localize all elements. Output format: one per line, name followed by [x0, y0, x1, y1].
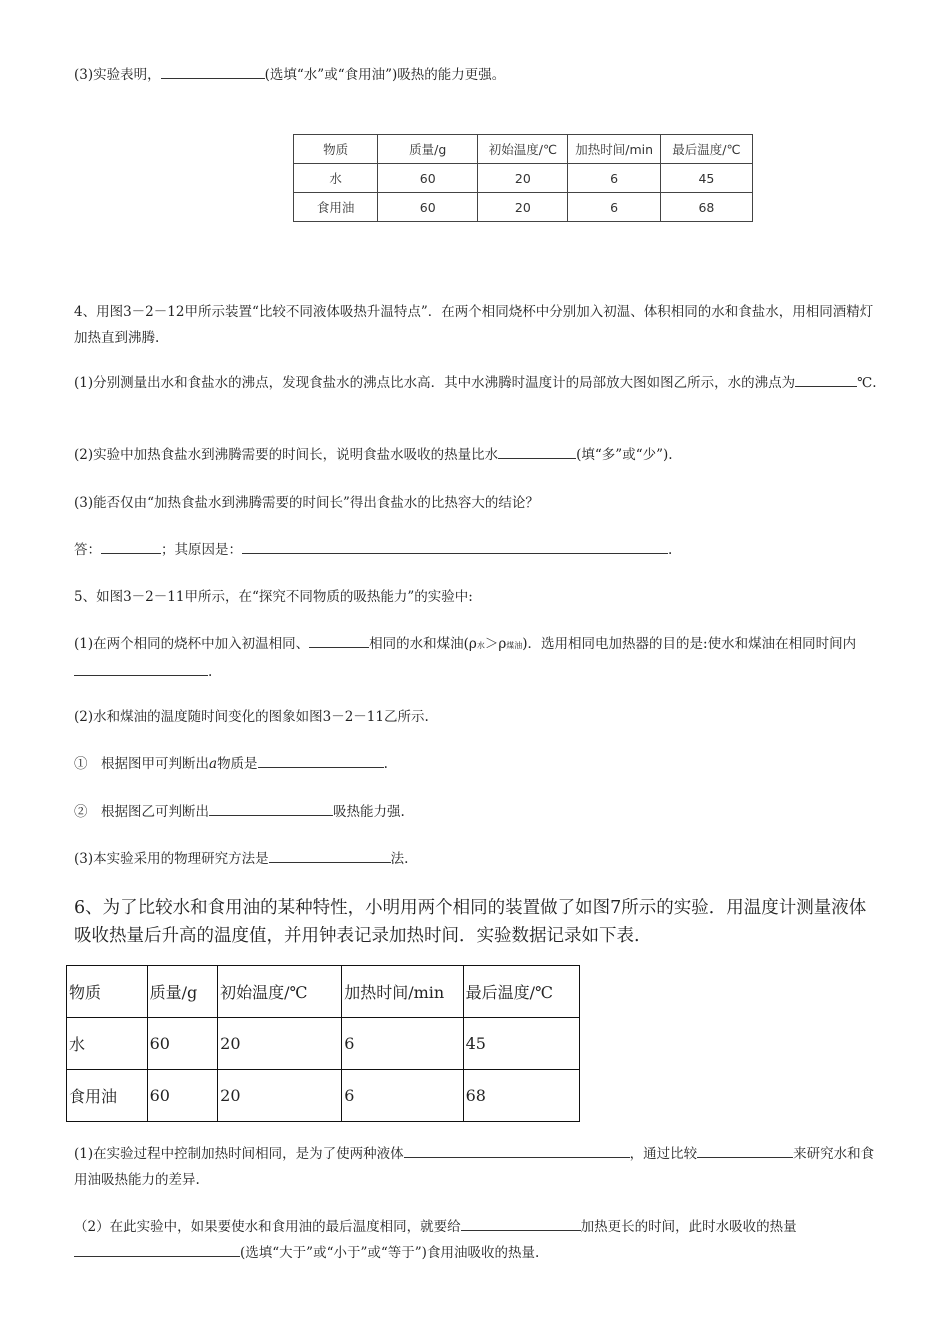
table-cell: 食用油	[67, 1070, 148, 1122]
q5-substance-blank[interactable]	[258, 753, 384, 768]
q5-stronger-blank[interactable]	[209, 801, 333, 816]
q3-3-blank[interactable]	[161, 64, 265, 79]
table-cell: 6	[568, 193, 660, 222]
header-cell: 质量/g	[378, 135, 478, 164]
q3-3-text: (3)实验表明， (选填“水”或“食用油”)吸热的能力更强。	[74, 62, 880, 88]
table-cell: 20	[478, 193, 568, 222]
header-cell: 物质	[67, 966, 148, 1018]
q5-item2: ② 根据图乙可判断出 吸热能力强.	[74, 799, 880, 825]
table-cell: 20	[218, 1070, 342, 1122]
q5-intro: 5、如图3－2－11甲所示，在“探究不同物质的吸热能力”的实验中:	[74, 589, 473, 605]
table-cell: 60	[147, 1070, 218, 1122]
q6-liquid-blank[interactable]	[461, 1216, 581, 1231]
table-cell: 水	[294, 164, 378, 193]
q5-same-blank[interactable]	[309, 633, 369, 648]
q4-answer-blank[interactable]	[101, 539, 161, 554]
header-cell: 最后温度/℃	[463, 966, 579, 1018]
q4-part2: (2)实验中加热食盐水到沸腾需要的时间长，说明食盐水吸收的热量比水 (填“多”或“少”).	[74, 442, 880, 468]
data-table-2	[66, 965, 580, 1122]
table-row	[294, 193, 753, 222]
q6-compare-blank[interactable]	[697, 1143, 793, 1158]
q4-answer: 答： ；其原因是： .	[74, 537, 880, 563]
q5-purpose-blank[interactable]	[74, 661, 208, 676]
q5-method-blank[interactable]	[269, 848, 391, 863]
header-cell: 物质	[294, 135, 378, 164]
header-cell: 加热时间/min	[342, 966, 463, 1018]
q5-part3: (3)本实验采用的物理研究方法是 法.	[74, 846, 880, 872]
q4-part1: (1)分别测量出水和食盐水的沸点，发现食盐水的沸点比水高．其中水沸腾时温度计的局部放大图如图乙所示，水的沸点为 ℃.	[74, 370, 880, 396]
header-cell: 初始温度/℃	[478, 135, 568, 164]
table-cell: 45	[463, 1018, 579, 1070]
q4-intro: 4、用图3－2－12甲所示装置“比较不同液体吸热升温特点”．在两个相同烧杯中分别加入初温、体积相同的水和食盐水，用相同酒精灯加热直到沸腾.	[74, 304, 874, 346]
table-cell: 水	[67, 1018, 148, 1070]
table-cell: 60	[147, 1018, 218, 1070]
table-cell: 6	[342, 1070, 463, 1122]
table-cell: 20	[218, 1018, 342, 1070]
q4-boiling-point-blank[interactable]	[795, 372, 857, 387]
q6-intro: 6、为了比较水和食用油的某种特性，小明用两个相同的装置做了如图7所示的实验．用温度计测量液体吸收热量后升高的温度值，并用钟表记录加热时间．实验数据记录如下表.	[74, 898, 867, 946]
data-table-1	[293, 134, 753, 222]
table-cell: 食用油	[294, 193, 378, 222]
table-cell: 6	[568, 164, 660, 193]
table-header-row	[67, 966, 580, 1018]
table-row	[294, 164, 753, 193]
q6-part2: （2）在此实验中，如果要使水和食用油的最后温度相同，就要给 加热更长的时间，此时水吸收的热量(选填“大于”或“小于”或“等于”)食用油吸收的热量.	[74, 1214, 880, 1266]
q5-item1: ① 根据图甲可判断出a物质是 .	[74, 751, 880, 777]
q6-heat-compare-blank[interactable]	[74, 1242, 240, 1257]
table-cell: 45	[660, 164, 752, 193]
q5-part1: (1)在两个相同的烧杯中加入初温相同、 相同的水和煤油(ρ水＞ρ煤油)．选用相同电加热器的目的是:使水和煤油在相同时间内.	[74, 631, 880, 685]
table-cell: 60	[378, 164, 478, 193]
header-cell: 质量/g	[147, 966, 218, 1018]
q4-part3: (3)能否仅由“加热食盐水到沸腾需要的时间长”得出食盐水的比热容大的结论？	[74, 495, 539, 511]
table-cell: 60	[378, 193, 478, 222]
header-cell: 加热时间/min	[568, 135, 660, 164]
header-cell: 初始温度/℃	[218, 966, 342, 1018]
q4-heat-blank[interactable]	[498, 444, 576, 459]
table-row	[67, 1018, 580, 1070]
q4-reason-blank[interactable]	[242, 539, 668, 554]
table-row	[67, 1070, 580, 1122]
table-header-row	[294, 135, 753, 164]
table-cell: 20	[478, 164, 568, 193]
table-cell: 6	[342, 1018, 463, 1070]
table-cell: 68	[463, 1070, 579, 1122]
q5-part2: (2)水和煤油的温度随时间变化的图象如图3－2－11乙所示.	[74, 709, 429, 725]
q6-part1: (1)在实验过程中控制加热时间相同，是为了使两种液体 ，通过比较 来研究水和食用油吸热能力的差异.	[74, 1141, 880, 1193]
q6-absorb-blank[interactable]	[404, 1143, 630, 1158]
header-cell: 最后温度/℃	[660, 135, 752, 164]
table-cell: 68	[660, 193, 752, 222]
